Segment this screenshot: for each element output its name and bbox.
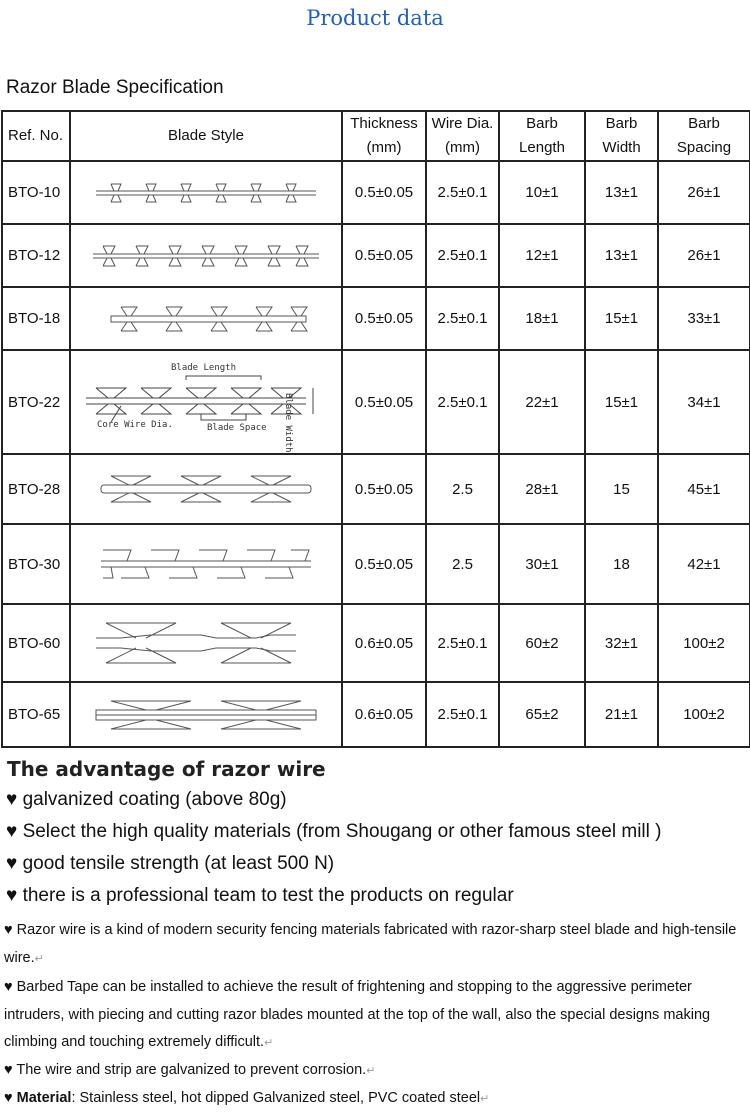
label-core-wire: Core Wire Dia.	[97, 420, 173, 430]
description-paragraph: ♥ Razor wire is a kind of modern security fencing materials fabricated with razor-sharp steel blade and high-tensile wire.↵	[4, 922, 737, 966]
material-line: ♥ Material: Stainless steel, hot dipped Galvanized steel, PVC coated steel↵	[4, 1090, 490, 1106]
description-paragraph: ♥ Barbed Tape can be installed to achieve the result of frightening and stopping to the aggressive perimeter intruders, with piecing and cutting razor blades mounted at the top of the wall, also the special designs making climbing and touching extremely difficult.↵	[4, 979, 711, 1050]
table-row	[2, 224, 750, 287]
label-blade-space: Blade Space	[207, 423, 267, 433]
cell-wire-dia: 2.5	[426, 524, 499, 604]
table-row	[2, 454, 750, 524]
table-row	[2, 604, 750, 682]
cell-barb-spacing: 45±1	[658, 454, 750, 524]
blade-style-diagram	[70, 604, 342, 682]
blade-bto65-icon	[91, 697, 321, 733]
cell-barb-width: 18	[585, 524, 658, 604]
cell-barb-length: 65±2	[499, 682, 585, 747]
cell-wire-dia: 2.5	[426, 454, 499, 524]
cell-ref: BTO-60	[2, 604, 70, 682]
cell-barb-spacing: 33±1	[658, 287, 750, 350]
blade-style-diagram	[70, 350, 342, 454]
cell-barb-width: 13±1	[585, 161, 658, 224]
blade-style-diagram	[70, 224, 342, 287]
heart-icon: ♥	[4, 1062, 13, 1078]
table-row	[2, 682, 750, 747]
header-wire-dia: Wire Dia. (mm)	[426, 111, 499, 161]
advantages-title: The advantage of razor wire	[7, 757, 326, 781]
return-icon: ↵	[480, 1093, 490, 1105]
cell-thickness: 0.6±0.05	[342, 604, 426, 682]
header-barb-width: Barb Width	[585, 111, 658, 161]
cell-ref: BTO-10	[2, 161, 70, 224]
cell-barb-length: 12±1	[499, 224, 585, 287]
material-label: Material	[16, 1090, 72, 1106]
blade-style-diagram	[70, 524, 342, 604]
blade-style-diagram	[70, 682, 342, 747]
cell-barb-length: 10±1	[499, 161, 585, 224]
label-blade-length: Blade Length	[171, 363, 237, 373]
cell-barb-width: 15	[585, 454, 658, 524]
spec-title: Razor Blade Specification	[6, 77, 224, 98]
cell-thickness: 0.5±0.05	[342, 524, 426, 604]
blade-bto18-icon	[91, 303, 321, 335]
blade-bto28-icon	[91, 472, 321, 506]
cell-ref: BTO-18	[2, 287, 70, 350]
cell-barb-spacing: 26±1	[658, 161, 750, 224]
header-barb-spacing: Barb Spacing	[658, 111, 750, 161]
advantage-item: ♥ galvanized coating (above 80g)	[6, 789, 287, 810]
table-row	[2, 524, 750, 604]
cell-thickness: 0.6±0.05	[342, 682, 426, 747]
table-row	[2, 350, 750, 454]
advantage-item: ♥ there is a professional team to test the products on regular	[6, 885, 514, 906]
cell-barb-width: 15±1	[585, 287, 658, 350]
blade-bto60-icon	[91, 618, 321, 668]
return-icon: ↵	[366, 1065, 376, 1077]
cell-barb-width: 32±1	[585, 604, 658, 682]
blade-style-diagram	[70, 454, 342, 524]
cell-barb-length: 28±1	[499, 454, 585, 524]
label-blade-width: Blade Width	[283, 393, 293, 453]
heart-icon: ♥	[6, 885, 18, 906]
cell-thickness: 0.5±0.05	[342, 287, 426, 350]
advantage-item: ♥ Select the high quality materials (from Shougang or other famous steel mill )	[6, 821, 662, 842]
cell-barb-spacing: 100±2	[658, 604, 750, 682]
cell-wire-dia: 2.5±0.1	[426, 350, 499, 454]
cell-ref: BTO-30	[2, 524, 70, 604]
cell-barb-width: 21±1	[585, 682, 658, 747]
cell-barb-width: 15±1	[585, 350, 658, 454]
cell-barb-length: 60±2	[499, 604, 585, 682]
blade-bto22-icon	[81, 362, 331, 442]
table-row	[2, 287, 750, 350]
cell-thickness: 0.5±0.05	[342, 224, 426, 287]
heart-icon: ♥	[4, 979, 13, 995]
table-header-row	[2, 111, 750, 161]
blade-bto10-icon	[91, 178, 321, 208]
cell-barb-width: 13±1	[585, 224, 658, 287]
cell-barb-spacing: 100±2	[658, 682, 750, 747]
advantage-item: ♥ good tensile strength (at least 500 N)	[6, 853, 335, 874]
cell-thickness: 0.5±0.05	[342, 454, 426, 524]
heart-icon: ♥	[6, 853, 18, 874]
cell-thickness: 0.5±0.05	[342, 350, 426, 454]
page-title: Product data	[306, 6, 444, 30]
cell-barb-length: 22±1	[499, 350, 585, 454]
cell-ref: BTO-65	[2, 682, 70, 747]
cell-ref: BTO-22	[2, 350, 70, 454]
cell-barb-length: 18±1	[499, 287, 585, 350]
cell-ref: BTO-12	[2, 224, 70, 287]
table-row	[2, 161, 750, 224]
return-icon: ↵	[34, 952, 44, 965]
header-ref: Ref. No.	[2, 111, 70, 161]
header-thickness: Thickness (mm)	[342, 111, 426, 161]
cell-barb-spacing: 42±1	[658, 524, 750, 604]
return-icon: ↵	[264, 1037, 274, 1049]
blade-style-diagram	[70, 161, 342, 224]
header-blade-style: Blade Style	[70, 111, 342, 161]
cell-wire-dia: 2.5±0.1	[426, 287, 499, 350]
cell-wire-dia: 2.5±0.1	[426, 604, 499, 682]
heart-icon: ♥	[4, 1090, 13, 1106]
description-paragraph: ♥ The wire and strip are galvanized to prevent corrosion.↵	[4, 1062, 376, 1078]
cell-barb-spacing: 26±1	[658, 224, 750, 287]
cell-barb-length: 30±1	[499, 524, 585, 604]
cell-thickness: 0.5±0.05	[342, 161, 426, 224]
cell-ref: BTO-28	[2, 454, 70, 524]
cell-wire-dia: 2.5±0.1	[426, 224, 499, 287]
cell-wire-dia: 2.5±0.1	[426, 682, 499, 747]
header-barb-length: Barb Length	[499, 111, 585, 161]
cell-barb-spacing: 34±1	[658, 350, 750, 454]
heart-icon: ♥	[6, 789, 18, 810]
heart-icon: ♥	[4, 922, 13, 938]
blade-bto12-icon	[91, 241, 321, 271]
blade-style-diagram	[70, 287, 342, 350]
cell-wire-dia: 2.5±0.1	[426, 161, 499, 224]
blade-bto30-icon	[91, 544, 321, 584]
spec-table	[1, 110, 750, 748]
heart-icon: ♥	[6, 821, 18, 842]
